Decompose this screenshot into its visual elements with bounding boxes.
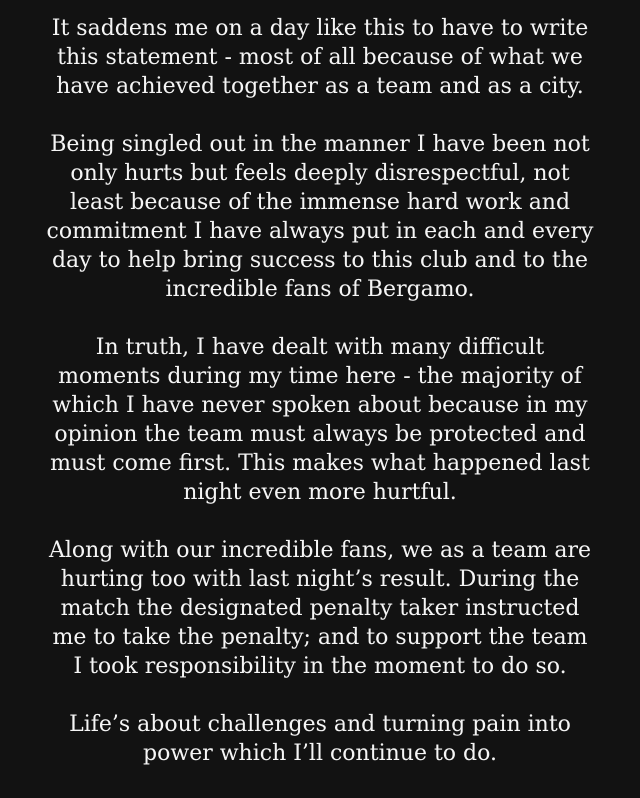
- statement-paragraph-2: [0, 130, 640, 304]
- statement-paragraph-3: [0, 333, 640, 507]
- statement-line: I took responsibility in the moment to do so.: [73, 654, 567, 679]
- statement-line: match the designated penalty taker instructed: [60, 596, 580, 621]
- statement-text: [0, 14, 640, 797]
- statement-paragraph-4: [0, 536, 640, 681]
- statement-line: opinion the team must always be protected and: [54, 422, 586, 447]
- statement-paragraph-1: [0, 14, 640, 101]
- statement-line: must come first. This makes what happened last: [50, 451, 590, 476]
- statement-line: night even more hurtful.: [183, 480, 457, 505]
- statement-line: Being singled out in the manner I have been not: [50, 132, 590, 157]
- statement-line: have achieved together as a team and as a city.: [56, 74, 584, 99]
- statement-line: In truth, I have dealt with many difficult: [95, 335, 545, 360]
- statement-line: this statement - most of all because of what we: [57, 45, 583, 70]
- statement-line: Life’s about challenges and turning pain into: [69, 712, 571, 737]
- statement-line: power which I’ll continue to do.: [143, 741, 497, 766]
- statement-line: commitment I have always put in each and every: [46, 219, 594, 244]
- statement-line: incredible fans of Bergamo.: [165, 277, 475, 302]
- statement-line: day to help bring success to this club and to the: [51, 248, 589, 273]
- statement-line: me to take the penalty; and to support the team: [52, 625, 588, 650]
- statement-paragraph-5: [0, 710, 640, 768]
- statement-line: moments during my time here - the majority of: [58, 364, 582, 389]
- statement-line: only hurts but feels deeply disrespectful, not: [70, 161, 570, 186]
- statement-line: least because of the immense hard work and: [69, 190, 571, 215]
- statement-line: which I have never spoken about because in my: [52, 393, 588, 418]
- statement-line: Along with our incredible fans, we as a team are: [48, 538, 592, 563]
- statement-line: It saddens me on a day like this to have to write: [51, 16, 589, 41]
- statement-line: hurting too with last night’s result. During the: [60, 567, 580, 592]
